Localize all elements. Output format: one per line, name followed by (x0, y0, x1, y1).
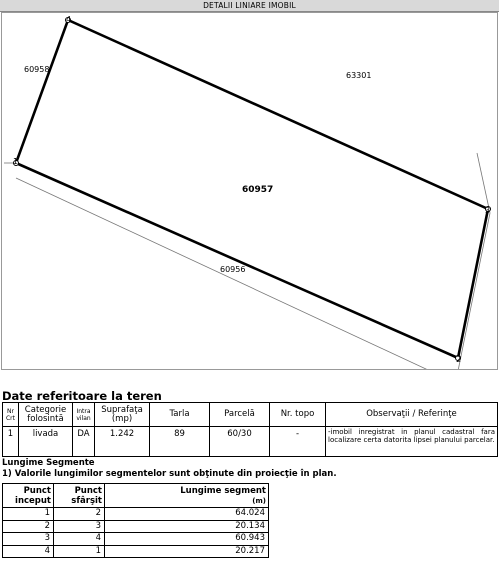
header-parcela: Parcelă (210, 403, 270, 427)
cell-end: 3 (54, 520, 105, 533)
header-punct-inceput: Punct inceput (3, 484, 54, 508)
cell-categorie: livada (19, 427, 73, 457)
header-suprafata: Suprafaţa (mp) (95, 403, 150, 427)
header-categorie: Categorie folosintă (19, 403, 73, 427)
table-row (3, 508, 269, 521)
parcel-south-label: 60956 (220, 265, 246, 274)
header-nr-topo: Nr. topo (270, 403, 326, 427)
plan-drawing (2, 13, 498, 370)
header-observatii: Observaţii / Referinţe (326, 403, 498, 427)
segmente-table (2, 483, 269, 558)
cell-suprafata: 1.242 (95, 427, 150, 457)
segmente-section-title (2, 458, 337, 480)
cell-length: 20.134 (105, 520, 269, 533)
table-row (3, 545, 269, 558)
teren-table (2, 402, 498, 457)
cell-start: 1 (3, 508, 54, 521)
cell-nr-topo: - (270, 427, 326, 457)
header-lungime-unit: (m) (252, 496, 266, 505)
header-lungime (105, 484, 269, 508)
cell-start: 4 (3, 545, 54, 558)
header-lungime-label: Lungime segment (180, 485, 266, 496)
cell-end: 4 (54, 533, 105, 546)
window-title: DETALII LINIARE IMOBIL (0, 0, 499, 12)
table-row (3, 427, 498, 457)
header-intravilan: Intra vilan (73, 403, 95, 427)
segmente-subtitle: 1) Valorile lungimilor segmentelor sunt obţinute din proiecţie în plan. (2, 469, 337, 479)
table-row (3, 533, 269, 546)
vertex-4-label: 4 (66, 15, 72, 24)
cell-length: 20.217 (105, 545, 269, 558)
parcel-main-label: 60957 (242, 185, 274, 195)
cell-start: 3 (3, 533, 54, 546)
cell-observatii: -imobil inregistrat in planul cadastral fara localizare certa datorita lipsei planului parcelar. (326, 427, 498, 457)
south-neighbour-line (16, 178, 456, 370)
cell-intravilan: DA (73, 427, 95, 457)
vertex-2-label: 2 (456, 355, 462, 364)
teren-header-row (3, 403, 498, 427)
vertex-1-label: 1 (13, 157, 19, 166)
segmente-header-row (3, 484, 269, 508)
cadastral-plan (1, 12, 498, 370)
table-row (3, 520, 269, 533)
cell-nr-crt: 1 (3, 427, 19, 457)
cell-parcela: 60/30 (210, 427, 270, 457)
segmente-title: Lungime Segmente (2, 458, 95, 468)
vertex-3-label: 3 (485, 206, 491, 215)
cell-end: 2 (54, 508, 105, 521)
cell-tarla: 89 (150, 427, 210, 457)
header-nr-crt: Nr Crt (3, 403, 19, 427)
header-tarla: Tarla (150, 403, 210, 427)
header-punct-sfarsit: Punct sfârşit (54, 484, 105, 508)
cell-length: 60.943 (105, 533, 269, 546)
east-neighbour-line-2 (458, 213, 490, 370)
cell-start: 2 (3, 520, 54, 533)
cell-end: 1 (54, 545, 105, 558)
parcel-west-label: 60958 (24, 65, 50, 74)
cell-length: 64.024 (105, 508, 269, 521)
teren-section-title: Date referitoare la teren (2, 389, 162, 403)
parcel-northeast-label: 63301 (346, 71, 372, 80)
